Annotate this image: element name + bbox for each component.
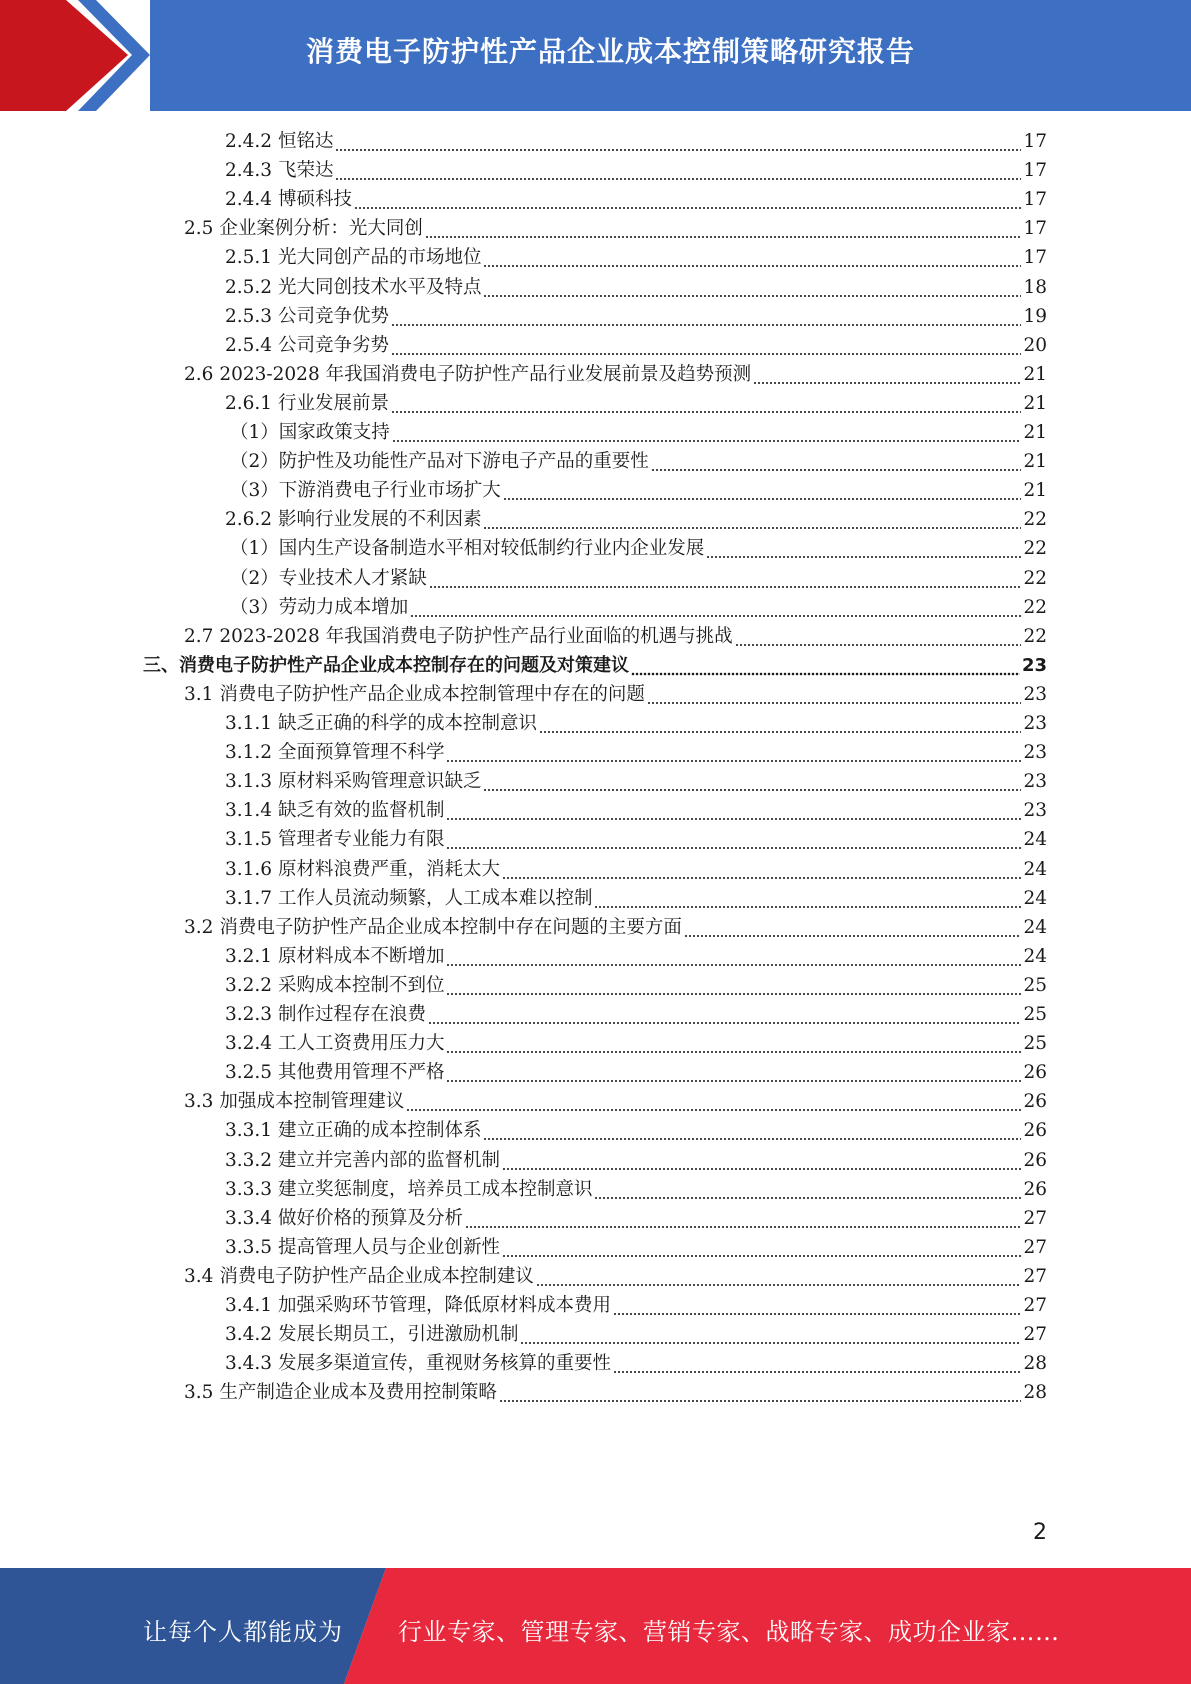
- toc-dot-leader: [446, 739, 1021, 767]
- toc-entry-page: 23: [1023, 683, 1047, 705]
- toc-dot-leader: [446, 797, 1021, 825]
- toc-entry-title: [225, 128, 333, 156]
- toc-dot-leader: [354, 186, 1021, 214]
- toc-entry-text: 缺乏正确的科学的成本控制意识: [277, 713, 537, 734]
- toc-entry[interactable]: [230, 419, 1047, 447]
- toc-dot-leader: [651, 448, 1022, 476]
- toc-entry-title: [230, 419, 390, 447]
- toc-entry[interactable]: [143, 652, 1047, 680]
- toc-entry[interactable]: [225, 710, 1047, 738]
- toc-entry-text: 发展多渠道宣传，重视财务核算的重要性: [277, 1353, 611, 1375]
- toc-entry-text: 行业发展前景: [277, 392, 389, 414]
- toc-dot-leader: [502, 856, 1021, 884]
- toc-entry-page: 27: [1023, 1236, 1047, 1258]
- toc-entry-title: [225, 274, 481, 302]
- toc-dot-leader: [391, 332, 1021, 360]
- toc-entry-title: [225, 1117, 481, 1145]
- toc-entry-number: 3.2.1: [225, 945, 273, 967]
- toc-entry-page: 23: [1023, 742, 1047, 764]
- toc-entry[interactable]: [230, 565, 1047, 593]
- toc-entry-page: 17: [1023, 131, 1047, 152]
- toc-entry-title: [184, 215, 423, 243]
- toc-entry-page: 27: [1023, 1324, 1047, 1346]
- toc-entry-page: 24: [1023, 829, 1047, 851]
- toc-entry-text: 消费电子防护性产品企业成本控制建议: [219, 1265, 534, 1287]
- toc-entry[interactable]: [225, 739, 1047, 767]
- toc-entry[interactable]: [225, 856, 1047, 884]
- toc-entry-title: [184, 681, 645, 709]
- toc-entry-title: [225, 1205, 463, 1233]
- toc-entry-text: 消费电子防护性产品企业成本控制管理中存在的问题: [219, 683, 645, 705]
- toc-dot-leader: [425, 215, 1022, 243]
- toc-entry[interactable]: [225, 1321, 1047, 1349]
- toc-entry-page: 26: [1023, 1091, 1047, 1113]
- toc-entry[interactable]: [225, 186, 1047, 214]
- toc-entry-title: [225, 1350, 611, 1378]
- toc-entry[interactable]: [225, 1001, 1047, 1029]
- toc-entry-text: 建立并完善内部的监督机制: [277, 1149, 500, 1171]
- toc-entry-number: （3）: [230, 480, 279, 502]
- toc-entry-text: 恒铭达: [277, 131, 334, 152]
- toc-entry-page: 22: [1023, 625, 1047, 647]
- toc-dot-leader: [520, 1321, 1021, 1349]
- toc-entry-number: 3.3.3: [225, 1178, 273, 1200]
- toc-entry-text: 下游消费电子行业市场扩大: [278, 480, 501, 502]
- toc-entry-title: [225, 1030, 444, 1058]
- toc-entry-page: 26: [1023, 1062, 1047, 1084]
- toc-entry-title: [225, 856, 500, 884]
- toc-entry-number: 3.2.2: [225, 974, 273, 996]
- toc-entry[interactable]: [225, 1176, 1047, 1204]
- toc-entry-number: 2.5.3: [225, 305, 273, 327]
- toc-entry-number: （2）: [230, 567, 279, 589]
- toc-entry[interactable]: [225, 1117, 1047, 1145]
- toc-entry[interactable]: [225, 768, 1047, 796]
- toc-entry-title: [225, 1234, 500, 1262]
- toc-entry-number: 2.7: [184, 625, 214, 647]
- toc-entry-number: 2.4.4: [225, 189, 273, 211]
- toc-entry-page: 24: [1023, 858, 1047, 880]
- toc-entry-text: 全面预算管理不科学: [277, 742, 445, 764]
- toc-entry-text: 缺乏有效的监督机制: [277, 800, 445, 822]
- toc-entry-page: 19: [1023, 305, 1047, 327]
- toc-entry-number: 3.4.1: [225, 1295, 273, 1316]
- toc-entry-page: 25: [1023, 1004, 1047, 1025]
- toc-entry-title: [230, 477, 501, 505]
- page-footer: [0, 1568, 1191, 1684]
- toc-entry-text: 管理者专业能力有限: [277, 829, 445, 851]
- toc-entry-number: 3.1.4: [225, 800, 273, 822]
- toc-dot-leader: [483, 274, 1021, 302]
- toc-entry[interactable]: [225, 332, 1047, 360]
- toc-entry-text: 制作过程存在浪费: [277, 1004, 426, 1025]
- toc-entry-text: 加强采购环节管理，降低原材料成本费用: [277, 1295, 611, 1316]
- toc-entry-number: 2.5: [184, 218, 214, 240]
- toc-entry-page: 21: [1023, 422, 1047, 443]
- toc-entry-text: 其他费用管理不严格: [277, 1062, 445, 1084]
- toc-entry-title: [225, 739, 444, 767]
- toc-dot-leader: [446, 972, 1021, 1000]
- toc-entry-number: 3.3.4: [225, 1207, 273, 1229]
- toc-entry[interactable]: [184, 1263, 1047, 1291]
- toc-entry[interactable]: [225, 303, 1047, 331]
- toc-entry-text: 建立奖惩制度，培养员工成本控制意识: [277, 1178, 593, 1200]
- toc-entry-page: 23: [1023, 713, 1047, 734]
- toc-entry-title: [225, 710, 537, 738]
- toc-entry-number: 2.5.1: [225, 247, 273, 269]
- toc-entry-text: 飞荣达: [277, 160, 334, 182]
- toc-dot-leader: [706, 535, 1021, 563]
- report-title: 消费电子防护性产品企业成本控制策略研究报告: [305, 35, 915, 68]
- toc-dot-leader: [684, 914, 1022, 942]
- toc-dot-leader: [391, 390, 1021, 418]
- toc-entry-title: [225, 1147, 500, 1175]
- toc-entry[interactable]: [225, 943, 1047, 971]
- toc-entry[interactable]: [225, 274, 1047, 302]
- toc-dot-leader: [392, 419, 1022, 447]
- toc-entry-title: [225, 506, 481, 534]
- toc-entry[interactable]: [230, 448, 1047, 476]
- toc-entry-number: 三、: [143, 654, 179, 676]
- footer-slogan-right: 行业专家、管理专家、营销专家、战略专家、成功企业家……: [398, 1618, 1060, 1646]
- toc-dot-leader: [446, 1030, 1021, 1058]
- toc-entry[interactable]: [225, 972, 1047, 1000]
- toc-entry-page: 23: [1023, 800, 1047, 822]
- toc-dot-leader: [753, 361, 1021, 389]
- toc-entry-title: [225, 244, 481, 272]
- toc-dot-leader: [335, 157, 1021, 185]
- toc-dot-leader: [428, 1001, 1021, 1029]
- toc-entry-title: [225, 797, 444, 825]
- toc-entry-page: 22: [1023, 509, 1047, 531]
- toc-entry-number: 2.5.2: [225, 276, 273, 298]
- toc-entry-title: [225, 157, 333, 185]
- toc-entry-number: 3.4.2: [225, 1324, 273, 1346]
- toc-entry-title: [225, 186, 352, 214]
- toc-entry-title: [184, 1263, 534, 1291]
- toc-entry-title: [225, 768, 481, 796]
- toc-entry-title: [225, 1059, 444, 1087]
- toc-dot-leader: [536, 1263, 1022, 1291]
- toc-entry-page: 28: [1023, 1382, 1047, 1404]
- toc-entry-number: 3.3.5: [225, 1236, 273, 1258]
- toc-entry[interactable]: [225, 1030, 1047, 1058]
- toc-entry-number: 3.3: [184, 1091, 214, 1113]
- toc-dot-leader: [594, 1176, 1021, 1204]
- toc-entry-number: 2.5.4: [225, 334, 273, 356]
- toc-entry-text: 国内生产设备制造水平相对较低制约行业内企业发展: [278, 538, 705, 560]
- toc-dot-leader: [735, 623, 1022, 651]
- toc-entry-text: 原材料成本不断增加: [277, 945, 445, 967]
- toc-dot-leader: [613, 1350, 1021, 1378]
- toc-entry-number: 2.6.2: [225, 509, 273, 531]
- toc-dot-leader: [410, 594, 1021, 622]
- toc-entry[interactable]: [225, 506, 1047, 534]
- toc-entry-page: 22: [1023, 567, 1047, 589]
- toc-entry-number: （2）: [230, 451, 279, 473]
- toc-dot-leader: [503, 477, 1022, 505]
- toc-entry-number: 3.4.3: [225, 1353, 273, 1375]
- toc-dot-leader: [391, 303, 1021, 331]
- toc-entry-page: 21: [1023, 480, 1047, 502]
- toc-entry-page: 26: [1023, 1178, 1047, 1200]
- toc-entry-number: （1）: [230, 422, 279, 443]
- toc-entry-number: 3.2.5: [225, 1062, 273, 1084]
- toc-entry-title: [184, 1088, 404, 1116]
- toc-entry-text: 劳动力成本增加: [278, 596, 409, 618]
- toc-entry-title: [225, 1176, 592, 1204]
- toc-entry-page: 28: [1023, 1353, 1047, 1375]
- toc-entry[interactable]: [225, 244, 1047, 272]
- toc-dot-leader: [499, 1379, 1022, 1407]
- toc-entry-number: （1）: [230, 538, 279, 560]
- toc-entry-text: 2023-2028 年我国消费电子防护性产品行业发展前景及趋势预测: [219, 363, 752, 385]
- toc-entry-title: [225, 943, 444, 971]
- toc-entry-page: 24: [1023, 916, 1047, 938]
- toc-entry-page: 20: [1023, 334, 1047, 356]
- toc-entry[interactable]: [184, 1379, 1047, 1407]
- toc-dot-leader: [465, 1205, 1021, 1233]
- toc-entry-number: 2.6: [184, 363, 214, 385]
- toc-entry-number: 2.6.1: [225, 392, 273, 414]
- page-number: 2: [1033, 1520, 1047, 1545]
- toc-entry-text: 工作人员流动频繁，人工成本难以控制: [277, 887, 593, 909]
- toc-entry[interactable]: [230, 535, 1047, 563]
- toc-entry-title: [225, 1001, 426, 1029]
- toc-dot-leader: [483, 768, 1021, 796]
- toc-entry[interactable]: [225, 885, 1047, 913]
- toc-entry-text: 提高管理人员与企业创新性: [277, 1236, 500, 1258]
- toc-entry[interactable]: [225, 1234, 1047, 1262]
- toc-entry-text: 发展长期员工，引进激励机制: [277, 1324, 519, 1346]
- toc-entry-number: 3.1.2: [225, 742, 273, 764]
- toc-dot-leader: [502, 1234, 1021, 1262]
- toc-entry[interactable]: [225, 157, 1047, 185]
- toc-entry-number: 2.4.3: [225, 160, 273, 182]
- toc-dot-leader: [429, 565, 1022, 593]
- toc-entry-page: 27: [1023, 1295, 1047, 1316]
- toc-entry-page: 27: [1023, 1207, 1047, 1229]
- toc-entry-title: [225, 972, 444, 1000]
- toc-entry-number: 3.1.7: [225, 887, 273, 909]
- toc-entry-text: 采购成本控制不到位: [277, 974, 445, 996]
- toc-entry-page: 26: [1023, 1149, 1047, 1171]
- toc-entry-page: 24: [1023, 887, 1047, 909]
- toc-dot-leader: [446, 826, 1021, 854]
- toc-entry[interactable]: [184, 1088, 1047, 1116]
- toc-entry-title: [225, 332, 389, 360]
- toc-entry-number: 3.5: [184, 1382, 214, 1404]
- toc-entry[interactable]: [225, 826, 1047, 854]
- toc-entry-title: [184, 1379, 497, 1407]
- toc-entry-page: 26: [1023, 1120, 1047, 1142]
- toc-entry[interactable]: [184, 361, 1047, 389]
- toc-entry[interactable]: [230, 594, 1047, 622]
- toc-entry-text: 博硕科技: [277, 189, 352, 211]
- page-header: [0, 0, 1191, 111]
- toc-entry-number: （3）: [230, 596, 279, 618]
- toc-entry-text: 企业案例分析：光大同创: [219, 218, 423, 240]
- toc-entry-text: 加强成本控制管理建议: [219, 1091, 405, 1113]
- toc-entry[interactable]: [225, 1059, 1047, 1087]
- toc-entry-number: 3.2.4: [225, 1033, 273, 1055]
- toc-entry-page: 17: [1023, 189, 1047, 211]
- toc-entry-text: 消费电子防护性产品企业成本控制中存在问题的主要方面: [219, 916, 682, 938]
- toc-entry-number: 3.4: [184, 1265, 214, 1287]
- toc-entry-text: 生产制造企业成本及费用控制策略: [219, 1382, 497, 1404]
- toc-entry-page: 21: [1023, 363, 1047, 385]
- toc-entry-title: [230, 535, 704, 563]
- toc-entry[interactable]: [230, 477, 1047, 505]
- toc-entry-title: [184, 623, 733, 651]
- toc-entry-page: 27: [1023, 1265, 1047, 1287]
- toc-dot-leader: [539, 710, 1021, 738]
- toc-dot-leader: [502, 1147, 1021, 1175]
- toc-entry[interactable]: [184, 215, 1047, 243]
- toc-entry-number: 3.2.3: [225, 1004, 273, 1025]
- toc-entry[interactable]: [225, 1350, 1047, 1378]
- toc-entry-title: [225, 390, 389, 418]
- toc-entry-title: [184, 914, 682, 942]
- toc-entry-text: 原材料采购管理意识缺乏: [277, 771, 482, 793]
- toc-entry-number: 3.1.5: [225, 829, 273, 851]
- toc-entry-number: 3.1: [184, 683, 214, 705]
- toc-entry-text: 国家政策支持: [278, 422, 390, 443]
- toc-dot-leader: [483, 244, 1021, 272]
- toc-dot-leader: [647, 681, 1022, 709]
- toc-entry[interactable]: [225, 797, 1047, 825]
- toc-entry-title: [225, 1321, 518, 1349]
- toc-entry[interactable]: [184, 623, 1047, 651]
- toc-entry[interactable]: [225, 1147, 1047, 1175]
- toc-entry-number: 3.2: [184, 916, 214, 938]
- toc-entry-page: 25: [1023, 1033, 1047, 1055]
- toc-entry-page: 17: [1023, 247, 1047, 269]
- toc-entry-text: 防护性及功能性产品对下游电子产品的重要性: [278, 451, 649, 473]
- toc-entry[interactable]: [225, 1205, 1047, 1233]
- toc-entry-page: 17: [1023, 218, 1047, 240]
- toc-entry-title: [184, 361, 751, 389]
- toc-entry-page: 22: [1023, 538, 1047, 560]
- toc-entry-text: 消费电子防护性产品企业成本控制存在的问题及对策建议: [179, 654, 629, 676]
- toc-entry-text: 公司竞争优势: [277, 305, 389, 327]
- toc-entry-text: 做好价格的预算及分析: [277, 1207, 463, 1229]
- toc-entry-page: 18: [1023, 276, 1047, 298]
- toc-entry-title: [143, 652, 629, 680]
- toc-entry-text: 公司竞争劣势: [277, 334, 389, 356]
- toc-entry-title: [225, 1292, 611, 1320]
- toc-entry-text: 光大同创技术水平及特点: [277, 276, 482, 298]
- toc-entry-text: 建立正确的成本控制体系: [277, 1120, 482, 1142]
- toc-entry-text: 原材料浪费严重，消耗太大: [277, 858, 500, 880]
- toc-entry[interactable]: [184, 681, 1047, 709]
- toc-entry-number: 3.1.3: [225, 771, 273, 793]
- toc-entry-title: [230, 594, 408, 622]
- toc-entry-title: [230, 565, 427, 593]
- toc-entry-page: 25: [1023, 974, 1047, 996]
- toc-dot-leader: [446, 943, 1021, 971]
- toc-entry-number: 3.3.1: [225, 1120, 273, 1142]
- toc-entry[interactable]: [184, 914, 1047, 942]
- toc-entry-text: 2023-2028 年我国消费电子防护性产品行业面临的机遇与挑战: [219, 625, 733, 647]
- toc-entry-page: 21: [1023, 392, 1047, 414]
- toc-dot-leader: [613, 1292, 1021, 1320]
- toc-entry-page: 22: [1023, 596, 1047, 618]
- toc-dot-leader: [631, 652, 1020, 680]
- toc-entry-page: 23: [1023, 771, 1047, 793]
- toc-entry-title: [230, 448, 649, 476]
- toc-entry[interactable]: [225, 128, 1047, 156]
- footer-slogan-left: 让每个人都能成为: [143, 1618, 343, 1646]
- toc-entry-text: 工人工资费用压力大: [277, 1033, 445, 1055]
- toc-entry-text: 专业技术人才紧缺: [278, 567, 427, 589]
- toc-entry-text: 光大同创产品的市场地位: [277, 247, 482, 269]
- toc-entry-number: 3.1.1: [225, 713, 273, 734]
- toc-entry[interactable]: [225, 1292, 1047, 1320]
- toc-dot-leader: [335, 128, 1021, 156]
- toc-entry-number: 3.1.6: [225, 858, 273, 880]
- toc-dot-leader: [483, 506, 1021, 534]
- toc-dot-leader: [406, 1088, 1021, 1116]
- toc-entry-title: [225, 885, 592, 913]
- toc-entry-number: 2.4.2: [225, 131, 273, 152]
- toc-entry-page: 24: [1023, 945, 1047, 967]
- toc-dot-leader: [594, 885, 1021, 913]
- toc-entry-title: [225, 303, 389, 331]
- toc-entry-text: 影响行业发展的不利因素: [277, 509, 482, 531]
- toc-entry-page: 23: [1021, 654, 1047, 676]
- toc-entry-number: 3.3.2: [225, 1149, 273, 1171]
- toc-entry-page: 17: [1023, 160, 1047, 182]
- toc-dot-leader: [483, 1117, 1021, 1145]
- toc-entry-title: [225, 826, 444, 854]
- toc-dot-leader: [446, 1059, 1021, 1087]
- toc-entry-page: 21: [1023, 451, 1047, 473]
- toc-entry[interactable]: [225, 390, 1047, 418]
